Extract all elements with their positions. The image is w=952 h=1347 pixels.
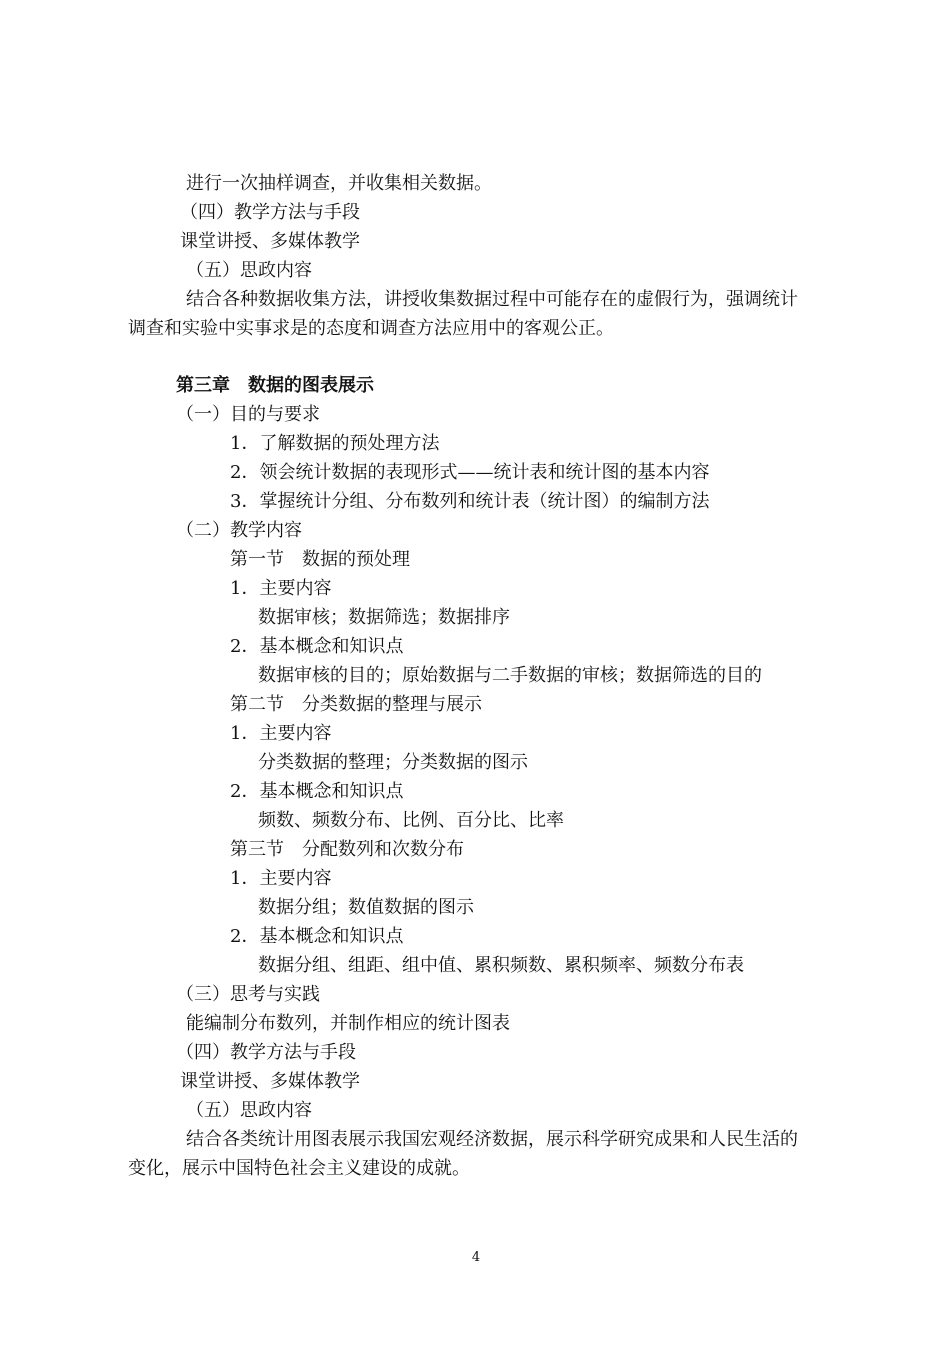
page-number: 4 xyxy=(471,1250,481,1265)
subheading-ideology: （五）思政内容 xyxy=(186,1100,312,1121)
subheading-methods: （四）教学方法与手段 xyxy=(180,202,360,223)
section-title: 第二节 分类数据的整理与展示 xyxy=(230,694,482,715)
paragraph-line: 能编制分布数列，并制作相应的统计图表 xyxy=(186,1013,510,1034)
chapter-title: 第三章 数据的图表展示 xyxy=(176,375,374,396)
section-title: 第一节 数据的预处理 xyxy=(230,549,410,570)
paragraph-line: 结合各种数据收集方法，讲授收集数据过程中可能存在的虚假行为，强调统计 xyxy=(186,289,798,310)
subheading-methods: （四）教学方法与手段 xyxy=(176,1042,356,1063)
paragraph-line: 调查和实验中实事求是的态度和调查方法应用中的客观公正。 xyxy=(128,318,614,339)
goal-item: 1．了解数据的预处理方法 xyxy=(230,433,440,454)
subheading-content: （二）教学内容 xyxy=(176,520,302,541)
section-text: 数据分组；数值数据的图示 xyxy=(258,897,474,918)
goal-item: 3．掌握统计分组、分布数列和统计表（统计图）的编制方法 xyxy=(230,491,710,512)
section-text: 频数、频数分布、比例、百分比、比率 xyxy=(258,810,564,831)
paragraph-line: 课堂讲授、多媒体教学 xyxy=(180,231,360,252)
section-label: 1．主要内容 xyxy=(230,868,332,889)
section-label: 2．基本概念和知识点 xyxy=(230,636,404,657)
subheading-practice: （三）思考与实践 xyxy=(176,984,320,1005)
section-text: 分类数据的整理；分类数据的图示 xyxy=(258,752,528,773)
paragraph-line: 结合各类统计用图表展示我国宏观经济数据，展示科学研究成果和人民生活的 xyxy=(186,1129,798,1150)
paragraph-line: 课堂讲授、多媒体教学 xyxy=(180,1071,360,1092)
section-text: 数据审核的目的；原始数据与二手数据的审核；数据筛选的目的 xyxy=(258,665,762,686)
paragraph-line: 变化，展示中国特色社会主义建设的成就。 xyxy=(128,1158,470,1179)
section-label: 1．主要内容 xyxy=(230,578,332,599)
section-title: 第三节 分配数列和次数分布 xyxy=(230,839,464,860)
section-label: 2．基本概念和知识点 xyxy=(230,781,404,802)
goal-item: 2．领会统计数据的表现形式——统计表和统计图的基本内容 xyxy=(230,462,710,483)
section-label: 1．主要内容 xyxy=(230,723,332,744)
subheading-ideology: （五）思政内容 xyxy=(186,260,312,281)
section-label: 2．基本概念和知识点 xyxy=(230,926,404,947)
paragraph-line: 进行一次抽样调查，并收集相关数据。 xyxy=(186,173,492,194)
section-text: 数据分组、组距、组中值、累积频数、累积频率、频数分布表 xyxy=(258,955,744,976)
section-text: 数据审核；数据筛选；数据排序 xyxy=(258,607,510,628)
subheading-goals: （一）目的与要求 xyxy=(176,404,320,425)
